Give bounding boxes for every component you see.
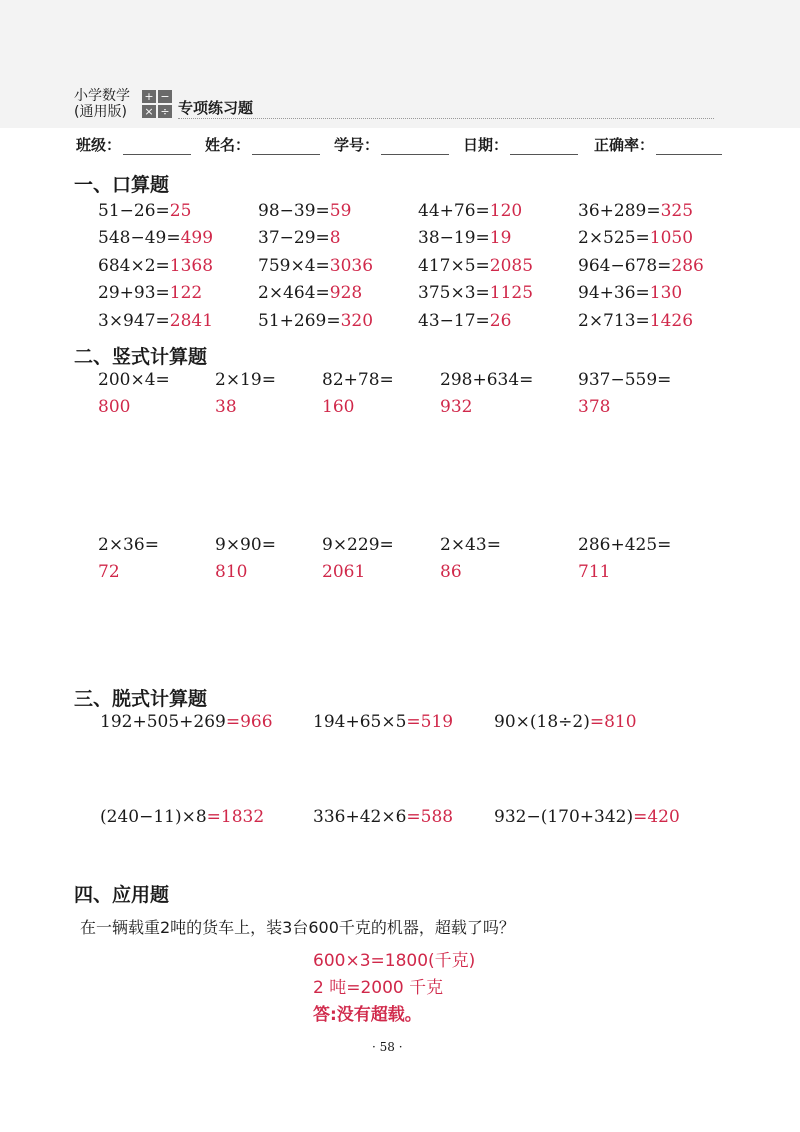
- problem-expression: 38−19=: [418, 228, 490, 248]
- vertical-problem-expression: 937−559=: [578, 370, 672, 390]
- class-blank[interactable]: [123, 138, 191, 155]
- problem-expression: 94+36=: [578, 283, 650, 303]
- minus-icon: −: [158, 90, 172, 103]
- brand: [74, 88, 130, 120]
- problem-expression: 29+93=: [98, 283, 170, 303]
- vertical-problem-answer: 2061: [322, 562, 366, 582]
- problem-expression: 194+65×5: [313, 712, 407, 732]
- oral-problem: [418, 311, 511, 331]
- problem-answer: 25: [169, 201, 192, 221]
- brand-line-2: (通用版): [74, 104, 127, 120]
- accuracy-blank[interactable]: [656, 138, 722, 155]
- accuracy-field: [594, 134, 722, 155]
- problem-expression: 51+269=: [258, 311, 341, 331]
- problem-expression: 336+42×6: [313, 807, 407, 827]
- student-id-blank[interactable]: [381, 138, 449, 155]
- problem-answer: 320: [340, 311, 374, 331]
- solution-answer: 答:没有超载。: [313, 1005, 422, 1025]
- stepwise-problem: [313, 712, 453, 732]
- vertical-problem-expression: 9×90=: [215, 535, 276, 555]
- problem-answer: 122: [169, 283, 203, 303]
- oral-problem: [98, 311, 213, 331]
- problem-expression: 375×3=: [418, 283, 490, 303]
- vertical-problem-answer: 86: [440, 562, 462, 582]
- problem-answer: =588: [406, 807, 454, 827]
- date-field: [463, 134, 578, 155]
- problem-expression: 932−(170+342): [494, 807, 634, 827]
- oral-problem: [418, 283, 533, 303]
- vertical-problem-answer: 160: [322, 397, 355, 417]
- multiply-icon: ×: [142, 105, 156, 118]
- name-field: [205, 134, 320, 155]
- problem-answer: 26: [489, 311, 512, 331]
- oral-problem: [98, 228, 213, 248]
- oral-problem: [578, 311, 693, 331]
- section-word-problem-title: 四、应用题: [74, 884, 170, 906]
- problem-expression: 548−49=: [98, 228, 181, 248]
- vertical-problem-answer: 72: [98, 562, 120, 582]
- vertical-problem-answer: 38: [215, 397, 237, 417]
- vertical-problem-expression: 286+425=: [578, 535, 672, 555]
- problem-answer: 1050: [649, 228, 694, 248]
- problem-answer: 59: [329, 201, 352, 221]
- oral-problem: [578, 256, 704, 276]
- sheet-title: 专项练习题: [178, 99, 254, 117]
- vertical-problem-expression: 2×36=: [98, 535, 159, 555]
- vertical-problem-answer: 932: [440, 397, 473, 417]
- oral-problem: [258, 201, 351, 221]
- problem-expression: 43−17=: [418, 311, 490, 331]
- section-oral-title: 一、口算题: [74, 174, 170, 196]
- problem-expression: 98−39=: [258, 201, 330, 221]
- problem-answer: 8: [329, 228, 341, 248]
- header-divider: [178, 118, 714, 119]
- oral-problem: [418, 228, 511, 248]
- vertical-problem-expression: 2×19=: [215, 370, 276, 390]
- section-vertical-title: 二、竖式计算题: [74, 346, 208, 368]
- vertical-problem-answer: 800: [98, 397, 131, 417]
- vertical-problem-answer: 711: [578, 562, 611, 582]
- problem-expression: 51−26=: [98, 201, 170, 221]
- accuracy-label: 正确率：: [594, 136, 655, 154]
- name-label: 姓名：: [205, 136, 251, 154]
- stepwise-problem: [313, 807, 453, 827]
- problem-answer: 1368: [169, 256, 214, 276]
- problem-expression: 417×5=: [418, 256, 490, 276]
- oral-problem: [578, 201, 693, 221]
- problem-expression: 44+76=: [418, 201, 490, 221]
- student-id-label: 学号：: [334, 136, 380, 154]
- vertical-problem-answer: 810: [215, 562, 248, 582]
- problem-answer: =420: [633, 807, 680, 827]
- problem-answer: 499: [180, 228, 214, 248]
- vertical-problem-expression: 298+634=: [440, 370, 534, 390]
- solution-line-1: 600×3=1800(千克): [313, 951, 476, 971]
- oral-problem: [98, 283, 202, 303]
- vertical-problem-expression: 82+78=: [322, 370, 394, 390]
- oral-problem: [98, 256, 213, 276]
- problem-expression: 964−678=: [578, 256, 672, 276]
- problem-expression: 90×(18÷2): [494, 712, 590, 732]
- oral-problem: [418, 256, 533, 276]
- problem-expression: (240−11)×8: [100, 807, 207, 827]
- stepwise-problem: [100, 712, 273, 732]
- oral-problem: [258, 256, 373, 276]
- problem-answer: 2085: [489, 256, 534, 276]
- problem-answer: 928: [329, 283, 363, 303]
- problem-expression: 36+289=: [578, 201, 661, 221]
- divide-icon: ÷: [158, 105, 172, 118]
- stepwise-problem: [494, 807, 680, 827]
- oral-problem: [258, 228, 341, 248]
- problem-expression: 2×525=: [578, 228, 650, 248]
- problem-answer: 1125: [489, 283, 534, 303]
- date-blank[interactable]: [510, 138, 578, 155]
- problem-answer: =519: [406, 712, 454, 732]
- page-number: · 58 ·: [372, 1040, 403, 1054]
- oral-problem: [98, 201, 191, 221]
- worksheet-header: [74, 88, 714, 122]
- problem-expression: 2×713=: [578, 311, 650, 331]
- plus-icon: +: [142, 90, 156, 103]
- vertical-problem-expression: 2×43=: [440, 535, 501, 555]
- problem-answer: 19: [489, 228, 512, 248]
- vertical-problem-answer: 378: [578, 397, 611, 417]
- class-label: 班级：: [76, 136, 122, 154]
- brand-line-1: 小学数学: [74, 88, 130, 104]
- name-blank[interactable]: [252, 138, 320, 155]
- problem-answer: =966: [225, 712, 273, 732]
- problem-expression: 2×464=: [258, 283, 330, 303]
- section-stepwise-title: 三、脱式计算题: [74, 688, 208, 710]
- vertical-problem-expression: 9×229=: [322, 535, 394, 555]
- problem-answer: 1426: [649, 311, 694, 331]
- problem-answer: 286: [671, 256, 704, 276]
- oral-problem: [578, 283, 682, 303]
- problem-expression: 3×947=: [98, 311, 170, 331]
- solution-line-2: 2 吨=2000 千克: [313, 978, 444, 998]
- oral-problem: [418, 201, 522, 221]
- problem-answer: 3036: [329, 256, 374, 276]
- problem-expression: 684×2=: [98, 256, 170, 276]
- stepwise-problem: [100, 807, 264, 827]
- problem-answer: =1832: [206, 807, 265, 827]
- stepwise-problem: [494, 712, 637, 732]
- problem-answer: 325: [660, 201, 694, 221]
- problem-expression: 759×4=: [258, 256, 330, 276]
- oral-problem: [258, 283, 362, 303]
- problem-answer: 130: [649, 283, 683, 303]
- problem-expression: 192+505+269: [100, 712, 226, 732]
- word-problem-question: 在一辆载重2吨的货车上，装3台600千克的机器，超载了吗？: [80, 918, 515, 937]
- student-id-field: [334, 134, 449, 155]
- oral-problem: [578, 228, 693, 248]
- problem-answer: 120: [489, 201, 523, 221]
- oral-problem: [258, 311, 373, 331]
- problem-answer: =810: [589, 712, 637, 732]
- class-field: [76, 134, 191, 155]
- operator-icons: [142, 90, 174, 120]
- problem-expression: 37−29=: [258, 228, 330, 248]
- vertical-problem-expression: 200×4=: [98, 370, 170, 390]
- date-label: 日期：: [463, 136, 509, 154]
- problem-answer: 2841: [169, 311, 214, 331]
